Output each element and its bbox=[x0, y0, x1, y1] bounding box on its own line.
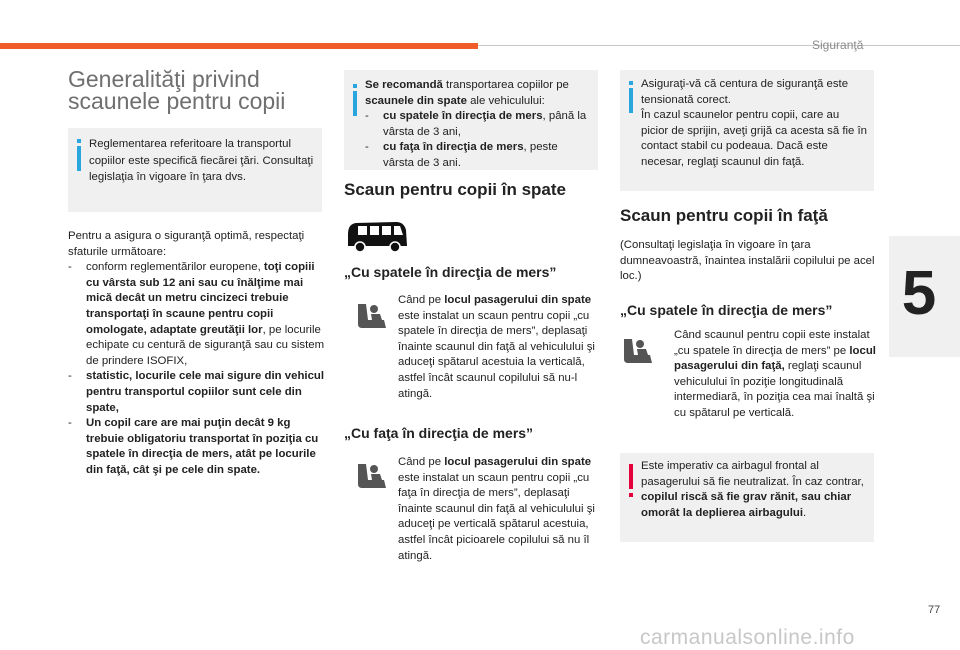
airbag-warning-box bbox=[620, 453, 874, 542]
header-divider bbox=[478, 45, 960, 46]
recommendation-box bbox=[344, 70, 598, 170]
child-seat-forward-facing-icon bbox=[354, 460, 390, 499]
info-icon bbox=[629, 88, 633, 113]
header-accent-bar bbox=[0, 43, 478, 49]
child-seat-front-icon bbox=[620, 335, 656, 374]
page-title: Generalităţi privind scaunele pentru copii bbox=[68, 66, 286, 114]
watermark: carmanualsonline.info bbox=[640, 626, 855, 649]
front-seat-consult: (Consultaţi legislaţia în vigoare în ţara dumneavoastră, înaintea instalării copilului pe acel loc.) bbox=[620, 239, 875, 283]
seatbelt-note-box bbox=[620, 70, 874, 191]
legislation-note-text: Reglementarea referitoare la transportul copiilor este specifică fiecărei ţări. Consultaţi legislaţia în vigoare în ţara dvs. bbox=[89, 138, 314, 183]
chapter-number: 5 bbox=[901, 259, 937, 328]
airbag-warning-text: Este imperativ ca airbagul frontal al pasagerului să fie neutralizat. În caz contrar, copilul riscă să fie grav rănit, sau chiar omorât la deplierea airbagului. bbox=[641, 460, 864, 519]
legislation-note-box bbox=[68, 128, 322, 212]
advice-item-2: - statistic, locurile cele mai sigure din vehicul pentru transportul copiilor sunt cele din spate, bbox=[68, 370, 325, 414]
rear-seat-heading: Scaun pentru copii în spate bbox=[344, 180, 566, 199]
recommendation-text: Se recomandă transportarea copiilor pe scaunele din spate ale vehiculului: - cu spatele în direcţia de mers, până la vârsta de 3 ani, - cu faţa în direcţia de mers, peste vârsta de 3 ani. bbox=[365, 79, 587, 169]
section-title: Siguranţă bbox=[812, 38, 864, 52]
safety-advice bbox=[68, 229, 326, 479]
warning-icon bbox=[629, 464, 633, 489]
front-seat-heading: Scaun pentru copii în faţă bbox=[620, 206, 828, 225]
front-rear-facing-text: Când scaunul pentru copii este instalat „cu spatele în direcţia de mers” pe locul pasagerului din faţă, reglaţi scaunul vehiculului în poziţie longitudinală intermediară, în poziţia cea mai înaltă şi cu spătarul pe verticală. bbox=[674, 329, 876, 419]
advice-item-1: - conform reglementărilor europene, toţi copiii cu vârsta sub 12 ani sau cu înălţime mai mică decât un metru cincizeci trebuie transportaţi în scaune pentru copii omologate, adaptate greutăţii lor, pe locurile echipate cu centură de siguranţă sau cu sistem de prindere ISOFIX, bbox=[68, 261, 325, 367]
forward-facing-subheading: „Cu faţa în direcţia de mers” bbox=[344, 425, 534, 441]
seatbelt-note-text: Asiguraţi-vă că centura de siguranţă este tensionată corect. În cazul scaunelor pentru copii, care au picior de sprijin, aveţi grijă ca acesta să fie în contact stabil cu podeaua. Dacă este necesar, reglaţi scaunul din faţă. bbox=[641, 78, 868, 168]
advice-item-3: - Un copil care are mai puţin decât 9 kg trebuie obligatoriu transportat în poziţia cu spatele în direcţia de mers, atât pe locurile din faţă, cât şi pe cele din spate. bbox=[68, 417, 319, 476]
safety-intro: Pentru a asigura o siguranţă optimă, respectaţi sfaturile următoare: bbox=[68, 230, 305, 258]
info-icon bbox=[353, 91, 357, 116]
forward-facing-text: Când pe locul pasagerului din spate este instalat un scaun pentru copii „cu faţa în direcţia de mers”, deplasaţi înainte scaunul din faţă al vehiculului şi aduceţi pe verticală spătarul acestuia, astfel încât picioarele copilului să nu îl atingă. bbox=[398, 456, 595, 562]
rear-facing-subheading: „Cu spatele în direcţia de mers” bbox=[344, 264, 557, 280]
front-rear-facing-subheading: „Cu spatele în direcţia de mers” bbox=[620, 302, 833, 318]
info-icon bbox=[77, 146, 81, 171]
child-seat-rear-facing-icon bbox=[354, 300, 390, 339]
page-number: 77 bbox=[928, 604, 941, 616]
van-icon bbox=[344, 216, 410, 261]
rear-facing-text: Când pe locul pasagerului din spate este instalat un scaun pentru copii „cu spatele în direcţia de mers”, deplasaţi înainte scaunul din faţă al vehiculului şi aduceţi spătarul acestuia la verticală, astfel încât scaunul copilului să nu-l atingă. bbox=[398, 294, 595, 400]
